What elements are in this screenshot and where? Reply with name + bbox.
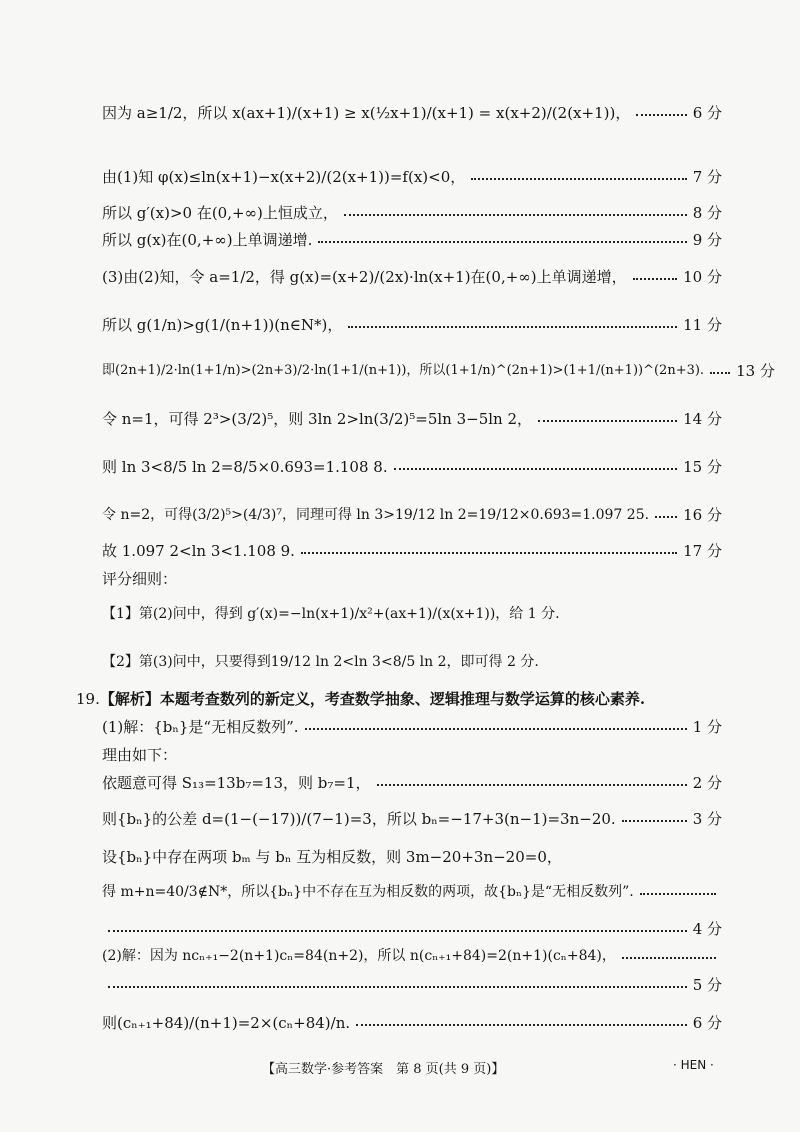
- leader-dots: [377, 784, 687, 786]
- footer-page-info: 【高三数学·参考答案 第 8 页(共 9 页)】: [262, 1062, 505, 1077]
- answer-line-9: [102, 231, 722, 249]
- line-text: 则(cₙ₊₁+84)/(n+1)=2×(cₙ+84)/n.: [102, 1014, 351, 1032]
- line-text: 即(2n+1)/2·ln(1+1/n)>(2n+3)/2·ln(1+1/(n+1))，所以(1+1/n)^(2n+1)>(1+1/(n+1))^(2n+3).: [102, 363, 705, 379]
- line-text: (3)由(2)知，令 a=1/2，得 g(x)=(x+2)/(2x)·ln(x+1)在(0,+∞)上单调递增，: [102, 268, 627, 286]
- rubric-item-text: 【1】第(2)问中，得到 g′(x)=−ln(x+1)/x²+(ax+1)/(x(x+1))，给 1 分.: [102, 606, 560, 622]
- score-label: 10 分: [683, 268, 722, 286]
- leader-dots: [318, 241, 686, 243]
- score-label: 7 分: [692, 168, 722, 186]
- line-text: 所以 g(x)在(0,+∞)上单调递增.: [102, 231, 313, 249]
- answer-line-8: [102, 204, 722, 222]
- answer-line-13: [102, 362, 775, 380]
- rubric-title-text: 评分细则：: [102, 570, 178, 588]
- answer-line-11: [102, 316, 722, 334]
- q19-line-10: [102, 1014, 722, 1032]
- score-label: 1 分: [692, 718, 722, 736]
- q19-line-9: [102, 976, 722, 994]
- analysis-tag: 【解析】: [99, 690, 160, 708]
- q19-line-7: [102, 920, 722, 938]
- line-text: 所以 g′(x)>0 在(0,+∞)上恒成立，: [102, 204, 338, 222]
- q19-line-2: [102, 746, 722, 764]
- leader-dots: [636, 114, 686, 116]
- leader-dots: [655, 516, 677, 518]
- leader-dots: [301, 552, 677, 554]
- footer-code: · HEN ·: [673, 1058, 714, 1072]
- q19-line-5: [102, 848, 722, 866]
- line-text: 由(1)知 φ(x)≤ln(x+1)−x(x+2)/(2(x+1))=f(x)<0，: [102, 168, 466, 186]
- line-text: 故 1.097 2<ln 3<1.108 9.: [102, 542, 295, 560]
- rubric-title: [102, 570, 722, 588]
- line-text: 依题意可得 S₁₃=13b₇=13，则 b₇=1，: [102, 774, 371, 792]
- rubric-item-2: [102, 654, 722, 671]
- answer-line-17: [102, 542, 722, 560]
- line-text: (2)解：因为 ncₙ₊₁−2(n+1)cₙ=84(n+2)，所以 n(cₙ₊₁+84)=2(n+1)(cₙ+84)，: [102, 948, 616, 964]
- answer-line-15: [102, 458, 722, 476]
- q19-line-8: [102, 948, 722, 965]
- line-text: 则 ln 3<8/5 ln 2=8/5×0.693=1.108 8.: [102, 458, 388, 476]
- leader-dots: [622, 957, 716, 959]
- q19-line-3: [102, 774, 722, 792]
- line-text: 则{bₙ}的公差 d=(1−(−17))/(7−1)=3，所以 bₙ=−17+3(n−1)=3n−20.: [102, 810, 616, 828]
- leader-dots: [348, 326, 677, 328]
- line-text: (1)解：{bₙ}是“无相反数列”.: [102, 718, 299, 736]
- score-label: 11 分: [683, 316, 722, 334]
- line-text: 得 m+n=40/3∉N*，所以{bₙ}中不存在互为相反数的两项，故{bₙ}是“无相反数列”.: [102, 884, 634, 900]
- score-label: 4 分: [692, 920, 722, 938]
- score-label: 6 分: [692, 104, 722, 122]
- leader-dots: [394, 468, 678, 470]
- analysis-intro: 本题考查数列的新定义，考查数学抽象、逻辑推理与数学运算的核心素养.: [159, 690, 646, 708]
- leader-dots: [633, 278, 678, 280]
- leader-dots: [305, 728, 687, 730]
- answer-line-10: [102, 268, 722, 286]
- score-label: 17 分: [683, 542, 722, 560]
- score-label: 8 分: [692, 204, 722, 222]
- leader-dots: [108, 930, 687, 932]
- page-footer: [0, 1056, 800, 1080]
- question-header-content: [76, 690, 645, 708]
- line-text: 令 n=2，可得(3/2)⁵>(4/3)⁷，同理可得 ln 3>19/12 ln 2=19/12×0.693=1.097 25.: [102, 506, 650, 523]
- rubric-item-text: 【2】第(3)问中，只要得到19/12 ln 2<ln 3<8/5 ln 2，即可得 2 分.: [102, 654, 539, 670]
- rubric-item-1: [102, 606, 722, 623]
- leader-dots: [108, 986, 687, 988]
- line-text: 令 n=1，可得 2³>(3/2)⁵，则 3ln 2>ln(3/2)⁵=5ln 3−5ln 2，: [102, 410, 533, 428]
- score-label: 6 分: [692, 1014, 722, 1032]
- q19-line-6: [102, 884, 722, 901]
- line-text: 理由如下：: [102, 746, 178, 764]
- leader-dots: [356, 1024, 687, 1026]
- answer-line-6: [102, 104, 722, 122]
- score-label: 13 分: [736, 362, 775, 380]
- line-text: 设{bₙ}中存在两项 bₘ 与 bₙ 互为相反数，则 3m−20+3n−20=0，: [102, 848, 562, 866]
- q19-line-1: [102, 718, 722, 736]
- leader-dots: [640, 893, 716, 895]
- answer-line-16: [102, 506, 722, 524]
- line-text: 所以 g(1/n)>g(1/(n+1))(n∈N*)，: [102, 316, 343, 334]
- leader-dots: [710, 372, 730, 374]
- answer-line-14: [102, 410, 722, 428]
- score-label: 5 分: [692, 976, 722, 994]
- leader-dots: [538, 420, 677, 422]
- score-label: 14 分: [683, 410, 722, 428]
- score-label: 2 分: [692, 774, 722, 792]
- leader-dots: [471, 178, 686, 180]
- score-label: 3 分: [692, 810, 722, 828]
- leader-dots: [622, 820, 687, 822]
- leader-dots: [344, 214, 687, 216]
- line-text: 因为 a≥1/2，所以 x(ax+1)/(x+1) ≥ x(½x+1)/(x+1) = x(x+2)/(2(x+1))，: [102, 104, 631, 122]
- score-label: 16 分: [683, 506, 722, 524]
- score-label: 9 分: [692, 231, 722, 249]
- question-number: 19.: [76, 690, 100, 708]
- score-label: 15 分: [683, 458, 722, 476]
- q19-line-4: [102, 810, 722, 828]
- answer-line-7: [102, 168, 722, 186]
- question-19-header: [76, 690, 736, 708]
